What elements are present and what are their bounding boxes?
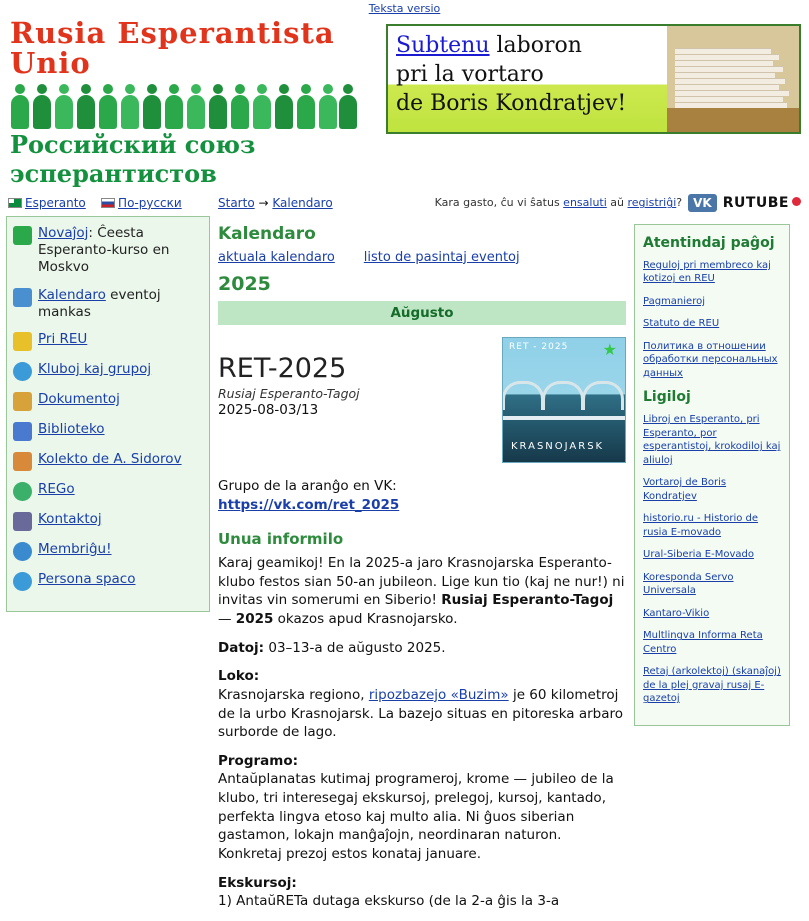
right-link-vortaroj[interactable]: Vortaroj de Boris Kondratjev (643, 477, 727, 502)
right-link-libroj[interactable]: Libroj en Esperanto, pri Esperanto, por esperantistoj, krokodiloj kaj aliuloj (643, 414, 781, 466)
sidebar-link-persona-spaco[interactable]: Persona spaco (38, 571, 136, 588)
right-link-historio[interactable]: historio.ru - Historio de rusia E-movado (643, 513, 759, 538)
people-illustration (8, 81, 360, 129)
month-bar: Aŭgusto (218, 301, 626, 325)
calendar-icon (13, 288, 32, 307)
globe-icon (13, 362, 32, 381)
sidebar-link-novajoj[interactable]: Novaĵoj (38, 224, 89, 241)
ekskursoj-label: Ekskursoj: (218, 874, 297, 891)
sidebar-text-kalendaro: eventoj mankas (38, 286, 161, 320)
breadcrumb-starto-link[interactable]: Starto (218, 195, 255, 210)
loko-label: Loko: (218, 668, 260, 685)
sidebar-link-biblioteko[interactable]: Biblioteko (38, 421, 105, 438)
sidebar-item-novajoj[interactable] (13, 225, 203, 277)
right-link-koresponda[interactable]: Koresponda Servo Universala (643, 571, 734, 597)
sidebar-link-kluboj[interactable]: Kluboj kaj grupoj (38, 361, 152, 378)
right-link-ural-siberia[interactable]: Ural-Siberia E-Movado (643, 549, 754, 561)
intro-dash: — (218, 611, 236, 627)
banner-line1-rest: laboron (489, 33, 582, 58)
right-head-ligiloj: Ligiloj (643, 389, 691, 406)
sidebar-link-kontaktoj[interactable]: Kontaktoj (38, 511, 102, 528)
datoj-label: Datoj: (218, 639, 265, 656)
member-icon (13, 542, 32, 561)
sidebar-item-dokumentoj[interactable] (13, 391, 203, 411)
sidebar-link-rego[interactable]: REGo (38, 481, 75, 498)
sidebar-item-membrigu[interactable] (13, 541, 203, 561)
link-past-events[interactable]: listo de pasintaj eventoj (363, 249, 520, 265)
main-content (218, 216, 626, 921)
right-sidebar (634, 224, 790, 726)
sidebar-link-pri-reu[interactable]: Pri REU (38, 331, 88, 348)
guest-notice: Kara gasto, ĉu vi ŝatus ensaluti aŭ registriĝi? (434, 196, 683, 210)
programo-text: Antaŭplanatas kutimaj programeroj, krome — jubileo de la klubo, tri interesegaj ekskursoj, prelegoj, kursoj, kantado, perfekta lingva etoso kaj multo alia. Ni ĝuos siberian gastamon, lokajn manĝaĵojn, neordinaran naturon. Konkretaj prezoj estos konataj januare. (218, 771, 614, 862)
event-dates: 2025-08-03/13 (218, 401, 319, 418)
right-link-multlingva[interactable]: Multlingva Informa Reta Centro (643, 630, 763, 655)
right-link-politika[interactable]: Политика в отношении обработки персональных данных (643, 340, 778, 379)
news-icon (13, 226, 32, 245)
vk-group-label: Grupo de la aranĝo en VK: (218, 477, 397, 494)
vk-group-link[interactable]: https://vk.com/ret_2025 (218, 496, 400, 513)
right-link-retaj-gazetoj[interactable]: Retaj (arkolektoj) (skanaĵoj) de la plej gravaj rusaj E-gazetoj (643, 666, 781, 705)
poster-city: KRASNOJARSK (511, 440, 605, 452)
sidebar-link-kalendaro[interactable]: Kalendaro (38, 286, 106, 303)
paper-pile-image (667, 26, 799, 134)
loko-paragraph (218, 667, 626, 742)
event-header (218, 333, 626, 463)
text-version-bar (0, 0, 809, 16)
sidebar-item-persona-spaco[interactable] (13, 571, 203, 591)
year-heading: 2025 (218, 272, 271, 295)
register-link[interactable]: registriĝi (627, 196, 677, 210)
sidebar-text-novajoj: : Ĉeesta Esperanto-kurso en Moskvo (38, 224, 170, 276)
vortaro-banner[interactable] (386, 24, 801, 134)
intro-bold-1: Rusiaj Esperanto-Tagoj (441, 592, 614, 609)
intro-bold-2: 2025 (235, 611, 274, 627)
folder-icon (13, 392, 32, 411)
link-actual-calendar[interactable]: aktuala kalendaro (218, 249, 335, 265)
sidebar-item-kalendaro[interactable] (13, 287, 203, 322)
logo[interactable] (6, 16, 376, 188)
site-header (0, 16, 809, 188)
lang-russian-link[interactable]: По-русски (118, 195, 182, 210)
ekskursoj-text: 1) AntaŭRETa dutaga ekskurso (de la 2-a ĝis la 3-a (218, 893, 560, 910)
esperanto-flag-icon (8, 198, 22, 208)
user-icon (13, 572, 32, 591)
right-link-kantaro[interactable]: Kantaro-Vikio (643, 607, 710, 619)
sidebar-item-rego[interactable] (13, 481, 203, 501)
loko-post: je 60 kilometroj de la urbo Krasnojarsk. La bazejo situas en pitoreska arbaro surborde de lago. (218, 686, 624, 741)
datoj-paragraph (218, 639, 626, 658)
banner-line2: pri la vortaro (396, 62, 544, 88)
poster-title: RET - 2025 (509, 341, 569, 352)
star-icon (13, 332, 32, 351)
logo-title-ru: Российский союз эсперантистов (10, 129, 256, 188)
login-link[interactable]: ensaluti (563, 196, 607, 210)
event-title: RET-2025 (218, 352, 347, 384)
breadcrumb-kalendaro-link[interactable]: Kalendaro (272, 195, 333, 210)
account-and-social (435, 194, 801, 212)
vk-icon[interactable]: VK (688, 194, 717, 212)
page-layout (0, 216, 809, 921)
vk-group-block (218, 477, 626, 514)
star-icon: ★ (602, 339, 617, 359)
right-link-statuto[interactable]: Statuto de REU (643, 318, 720, 330)
intro-paragraph (218, 554, 626, 629)
book-icon (13, 422, 32, 441)
page-title: Kalendaro (218, 223, 316, 244)
sidebar-link-membrigu[interactable]: Membriĝu! (38, 541, 112, 558)
sidebar-item-biblioteko[interactable] (13, 421, 203, 441)
calendar-sublinks (218, 250, 626, 265)
section-unua-informilo: Unua informilo (218, 530, 344, 549)
rutube-icon[interactable]: RUTUBE (723, 195, 801, 211)
sidebar-item-kluboj[interactable] (13, 361, 203, 381)
event-poster-image (502, 337, 626, 463)
right-link-reguloj[interactable]: Reguloj pri membreco kaj kotizoj en REU (643, 259, 771, 285)
intro-text: Karaj geamikoj! En la 2025-a jaro Krasnojarska Esperanto-klubo festos sian 50-an jubileon. Lige kun tio (kaj ne nur!) ni invitas vin somerumi en Siberio! (218, 555, 625, 609)
programo-paragraph (218, 752, 626, 864)
rego-icon (13, 482, 32, 501)
banner-line3: de Boris Kondratjev! (396, 91, 627, 117)
right-head-atentindaj: Atentindaj paĝoj (643, 234, 775, 251)
sidebar-item-kontaktoj[interactable] (13, 511, 203, 531)
datoj-value: 03–13-a de aŭgusto 2025. (264, 639, 446, 656)
sidebar-item-pri-reu[interactable] (13, 331, 203, 351)
logo-title-eo: Rusia Esperantista Unio (10, 16, 335, 81)
loko-bazejo-link[interactable]: ripozbazejo «Buzim» (368, 686, 509, 703)
intro-tail: okazos apud Krasnojarsko. (273, 611, 458, 627)
archive-icon (13, 452, 32, 471)
breadcrumb (218, 196, 435, 210)
bridge-graphic (502, 376, 626, 410)
sidebar-link-dokumentoj[interactable]: Dokumentoj (38, 391, 120, 408)
lang-esperanto-link[interactable]: Esperanto (25, 195, 86, 210)
nav-row (0, 188, 809, 216)
ekskursoj-paragraph (218, 874, 626, 911)
mail-icon (13, 512, 32, 531)
sidebar-link-kolekto[interactable]: Kolekto de A. Sidorov (38, 451, 182, 468)
right-link-pagmanieroj[interactable]: Pagmanieroj (643, 295, 705, 307)
text-version-link[interactable]: Teksta versio (368, 2, 441, 15)
loko-pre: Krasnojarska regiono, (218, 686, 369, 703)
language-switcher (8, 196, 218, 210)
breadcrumb-arrow: → (258, 195, 269, 210)
banner-subtenu-link[interactable]: Subtenu (396, 33, 490, 58)
sidebar (6, 216, 210, 612)
event-subtitle: Rusiaj Esperanto-Tagoj (218, 385, 360, 401)
programo-label: Programo: (218, 752, 298, 769)
russia-flag-icon (101, 198, 115, 208)
sidebar-item-kolekto[interactable] (13, 451, 203, 471)
